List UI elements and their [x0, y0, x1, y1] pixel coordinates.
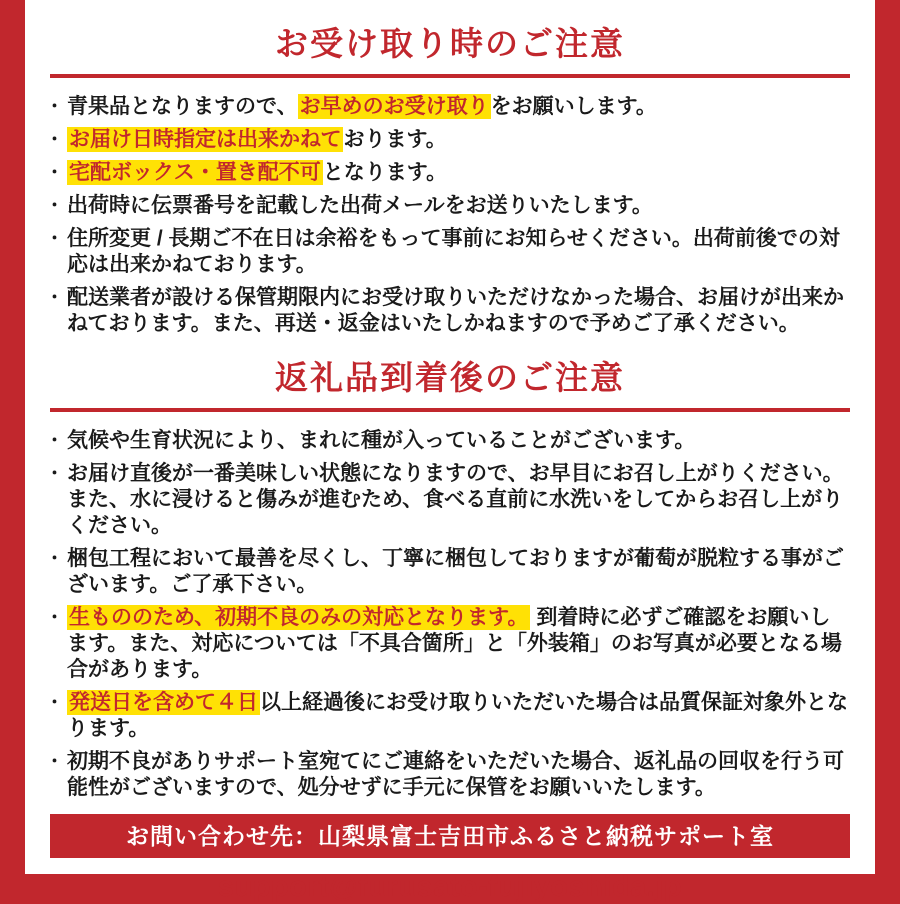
text-segment: お届け直後が一番美味しい状態になりますので、お早目にお召し上がりください。また、水に浸けると傷みが進むため、食べる直前に水洗いをしてからお召し上がりください。: [67, 462, 844, 537]
notice-item: [50, 428, 850, 454]
notice-item: [50, 226, 850, 278]
text-segment: 以上経過後にお受け取りいただいた場合は品質保証対象外となります。: [67, 691, 848, 740]
support-email: support@furusato-fujiyoshida.jp: [217, 871, 683, 903]
notice-item: [50, 160, 850, 186]
highlighted-text: お早めのお受け取り: [299, 95, 489, 118]
section2-divider: [50, 408, 850, 412]
text-segment: 気候や生育状況により、まれに種が入っていることがございます。: [67, 429, 696, 452]
text-segment: おります。: [343, 128, 447, 151]
text-segment: 梱包工程において最善を尽くし、丁寧に梱包しておりますが葡萄が脱粒する事がございます。ご了承下さい。: [67, 547, 844, 596]
notice-item: [50, 94, 850, 120]
highlighted-text: 発送日を含めて４日: [69, 691, 258, 714]
text-segment: 青果品となりますので、: [67, 95, 298, 118]
text-segment: 住所変更 / 長期ご不在日は余裕をもって事前にお知らせください。出荷前後での対応は出来かねております。: [67, 227, 840, 276]
text-segment: 出荷時に伝票番号を記載した出荷メールをお送りいたします。: [67, 194, 653, 217]
text-segment: をお願いします。: [490, 95, 657, 118]
highlighted-text: 宅配ボックス・置き配不可: [69, 161, 321, 184]
notice-item: [50, 127, 850, 153]
text-segment: 到着時に必ずご確認をお願いします。また、対応については「不具合箇所」と「外装箱」のお写真が必要となる場合があります。: [67, 606, 842, 681]
notice-item: [50, 749, 850, 801]
notice-item: [50, 605, 850, 683]
notice-item: [50, 546, 850, 598]
section2-notice-list: [50, 428, 850, 801]
text-segment: 配送業者が設ける保管期限内にお受け取りいただけなかった場合、お届けが出来かねております。また、再送・返金はいたしかねますので予めご了承ください。: [67, 286, 844, 335]
text-segment: 初期不良がありサポート室宛てにご連絡をいただいた場合、返礼品の回収を行う可能性がございますので、処分せずに手元に保管をお願いいたします。: [67, 750, 844, 799]
notice-item: [50, 461, 850, 539]
section1-title: お受け取り時のご注意: [275, 25, 625, 62]
contact-info-bar: お問い合わせ先：山梨県富士吉田市ふるさと納税サポート室: [50, 814, 850, 858]
text-segment: となります。: [322, 161, 448, 184]
notice-sheet: [25, 0, 875, 903]
section2-title: 返礼品到着後のご注意: [275, 359, 625, 396]
section1-divider: [50, 74, 850, 78]
highlighted-text: お届け日時指定は出来かねて: [69, 128, 342, 151]
notice-item: [50, 690, 850, 742]
highlighted-text: 生もののため、初期不良のみの対応となります。: [69, 606, 529, 629]
notice-item: [50, 285, 850, 337]
notice-item: [50, 193, 850, 219]
section1-notice-list: [50, 94, 850, 337]
